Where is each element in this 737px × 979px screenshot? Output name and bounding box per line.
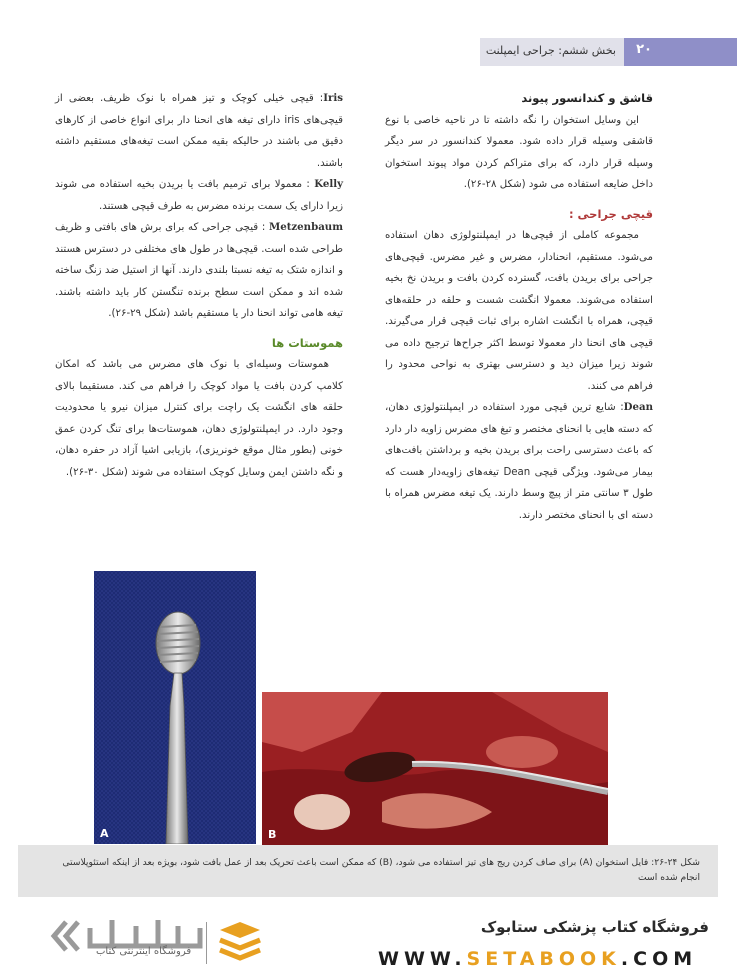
store-name: فروشگاه کتاب پزشکی ستابوک	[480, 918, 709, 936]
figure-photo-a	[94, 571, 256, 844]
url-prefix: WWW.	[378, 948, 467, 970]
store-url[interactable]	[378, 948, 697, 970]
term-metzenbaum: Metzenbaum	[268, 221, 343, 233]
logo-divider	[206, 922, 207, 964]
paragraph-scissors: مجموعه کاملی از قیچی‌ها در ایمپلنتولوژی دهان استفاده می‌شود. مستقیم، انحنادار، مضرس و غیر مضرس. قیچی‌های جراحی برای بریدن بافت، گسترده کردن بافت و بریدن نخ بخیه استفاده می‌شوند. معمولا انگشت شست و حلقه در حلقه‌های قیچی، همراه با انگشت اشاره برای ثبات قیچی قرار می‌گیرند. قیچی های انحنا دار معمولا توسط اکثر جراح‌ها ترجیح داده می شوند زیرا میزان دید و دسترسی بهتری به نواحی محدود را فراهم می کنند.	[385, 230, 653, 392]
logo-tagline: فروشگاه اینترنتی کتاب	[96, 946, 192, 957]
paragraph-iris	[55, 88, 343, 174]
figure-photo-b	[262, 692, 608, 845]
chapter-header	[480, 38, 624, 66]
paragraph-hemostats: هموستات وسیله‌ای با نوک های مضرس می باشد که امکان کلامپ کردن بافت یا مواد کوچک را فراهم می کند. مستقیما بالای حلقه های انگشت یک راچت برای کنترل میزان نیرو یا محدودیت وجود دارد. در ایمپلنتولوژی دهان، هموستات‌ها برای تنگ کردن عمق خونی (بطور مثال موقع خونریزی)، بازیابی اشیا آزاد در حفره دهان، و نگه داشتن ایمن وسایل کوچک استفاده می شوند (شکل ۳۰-۲۶).	[55, 359, 343, 478]
paragraph-forceps: این وسایل استخوان را نگه داشته تا در ناحیه خاصی با نوع قاشقی وسیله قرار داده شود. معمولا کندانسور در سر دیگر وسیله قرار دارد، که برای متراکم کردن مواد پیوند استخوان داخل ضایعه استفاده می شود (شکل ۲۸-۲۶).	[385, 114, 653, 190]
photo-b-label: B	[268, 828, 277, 841]
paragraph-dean	[385, 397, 653, 526]
right-column	[385, 88, 653, 526]
logo-mark-icon	[50, 910, 275, 975]
bone-file-illustration	[94, 571, 256, 844]
page-number: ۲۰	[636, 42, 652, 57]
iris-text: : قیچی خیلی کوچک و تیز همراه با نوک ظریف. بعضی از قیچی‌های iris دارای تیغه های انحنا دار برای انواع خاصی از کارهای دقیق می باشند در حالیکه بقیه ممکن است تیغه‌های مستقیم داشته باشند.	[55, 93, 344, 169]
paragraph-metzenbaum	[55, 217, 343, 325]
setabook-logo	[50, 910, 275, 975]
left-column	[55, 88, 343, 483]
term-kelly: Kelly	[314, 178, 343, 190]
kelly-text: : معمولا برای ترمیم بافت یا بریدن بخیه استفاده می شوند زیرا دارای یک سمت برنده مضرس به طرف قیچی هستند.	[55, 179, 343, 212]
chapter-title: بخش ششم: جراحی ایمپلنت	[485, 44, 616, 57]
term-dean: Dean	[623, 401, 653, 413]
dean-text: : شایع ترین قیچی مورد استفاده در ایمپلنتولوژی دهان، که دسته هایی با انحنای مختصر و تیغ های مضرس زاویه دار دارد که باعث دسترسی راحت برای بریدن بخیه و برداشتن بافت‌های بیمار می‌شود. ویژگی قیچی Dean تیغه‌های زاویه‌دار هست که طول ۳ سانتی متر از پیچ وسط دارند. یک تیغه مضرس همراه با دسته ای با انحنای مختصر دارند.	[385, 402, 654, 521]
metzenbaum-text: : قیچی جراحی که برای برش های بافتی و ظریف طراحی شده است. قیچی‌ها در طول های مختلفی در دسترس هستند و اندازه شتک به تیغه نسبتا بلندی دارند. آنها از استیل ضد زنگ ساخته شده اند و ممکن است سطح برنده تنگستن کار باید داشته باشند. تیغه هامی تواند انحنا دار یا مستقیم باشد (شکل ۲۹-۲۶).	[55, 222, 343, 319]
heading-surgical-scissors: قیچی جراحی :	[568, 206, 653, 221]
term-iris: Iris	[323, 92, 343, 104]
heading-hemostats: هموستات ها	[271, 335, 343, 350]
paragraph-kelly	[55, 174, 343, 217]
photo-a-label: A	[100, 827, 109, 840]
page-number-box	[624, 38, 737, 66]
surgical-site-illustration	[262, 692, 608, 845]
figure-caption: شکل ۲۴-۲۶: فایل استخوان (A) برای صاف کردن ریج های تیز استفاده می شود، (B) که ممکن است باعث تحریک بعد از عمل بافت شود، بویژه بعد از اینکه استئوپلاستی انجام شده است	[62, 857, 700, 883]
heading-forceps: قاشق و کندانسور پیوند	[521, 91, 653, 105]
figure-caption-box	[18, 845, 718, 897]
url-suffix: .COM	[620, 948, 698, 970]
url-brand: SETABOOK	[466, 948, 621, 970]
